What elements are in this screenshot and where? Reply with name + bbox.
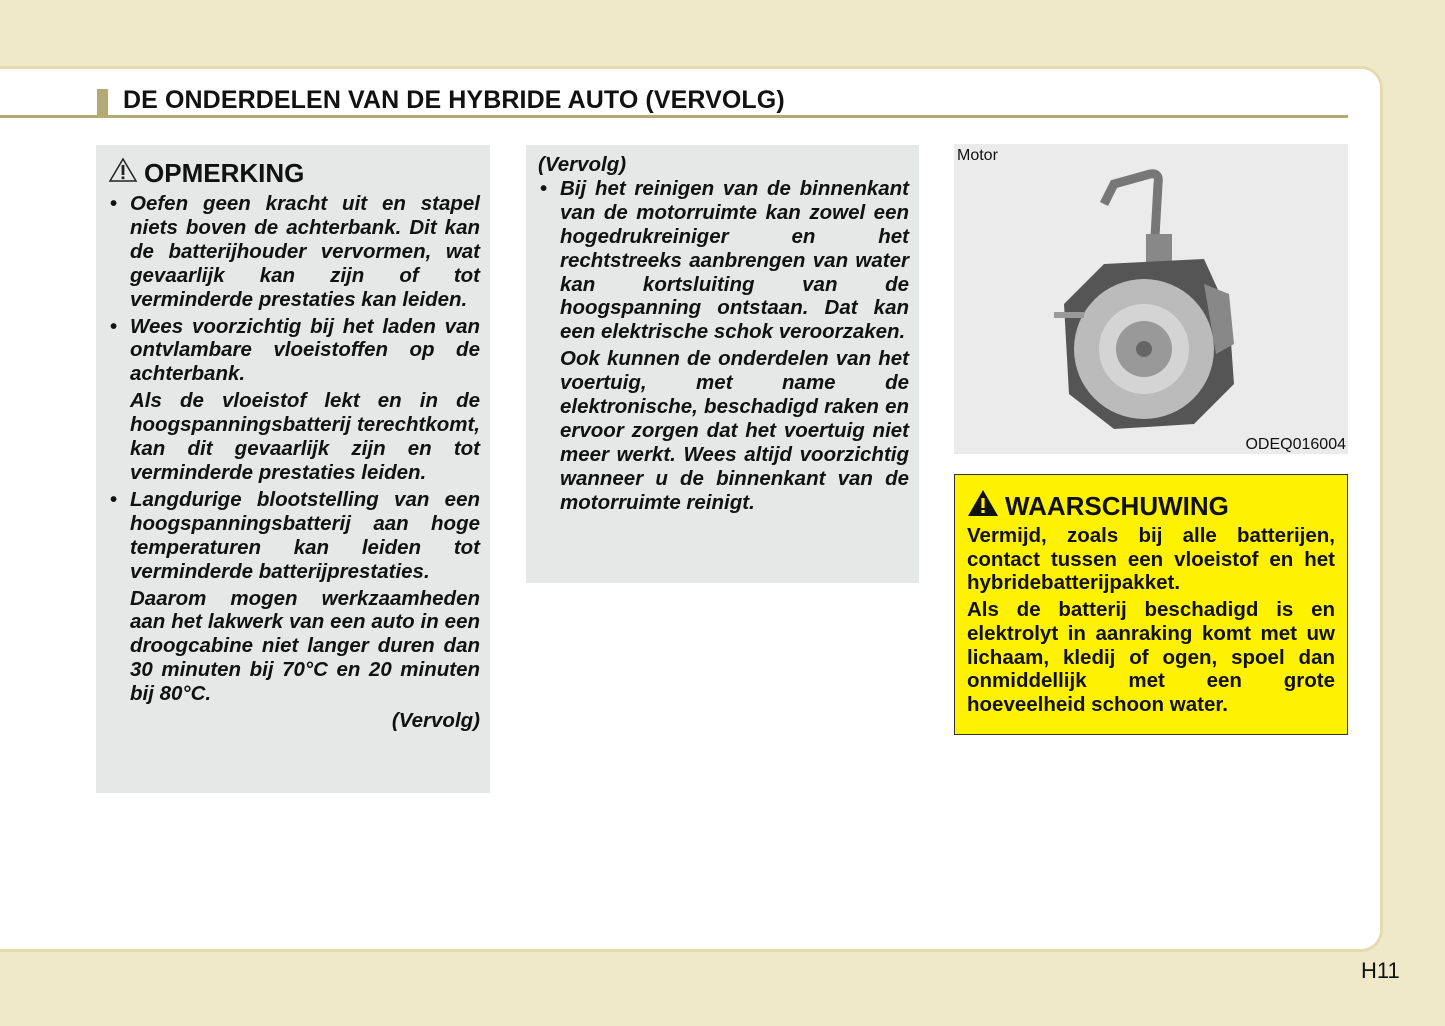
page-title: DE ONDERDELEN VAN DE HYBRIDE AUTO (VERVOLG) (123, 86, 785, 114)
note-box (96, 145, 490, 793)
figure-caption: Motor (957, 147, 998, 164)
warning-paragraph: Vermijd, zoals bij alle batterijen, contact tussen een vloeistof en het hybridebatterijpakket. (967, 524, 1335, 595)
note-bullet: • Langdurige blootstelling van een hoogspanningsbatterij aan hoge temperaturen kan leiden tot verminderde batterijprestaties. (108, 488, 480, 584)
figure-code: ODEQ016004 (1245, 436, 1346, 453)
continued-label: (Vervolg) (391, 709, 480, 733)
continuation-label: (Vervolg) (538, 153, 627, 176)
warning-triangle-outline-icon (108, 157, 138, 190)
note-heading-text: OPMERKING (144, 158, 305, 188)
title-accent-bar (97, 89, 108, 117)
note-paragraph: Als de vloeistof lekt en in de hoogspanningsbatterij terechtkomt, kan dit gevaarlijk zijn en tot verminderde prestaties leiden. (130, 389, 480, 484)
continuation-bullet: • Bij het reinigen van de binnenkant van de motorruimte kan zowel een hogedrukreiniger en het rechtstreeks aanbrengen van water kan kortsluiting van de hoogspanning ontstaan. Dat kan een elektrische schok veroorzaken. (538, 177, 909, 344)
note-bullet: • Wees voorzichtig bij het laden van ontvlambare vloeistoffen op de achterbank. (108, 315, 480, 387)
note-bullet: • Oefen geen kracht uit en stapel niets boven de achterbank. Dit kan de batterijhouder vervormen, wat gevaarlijk kan zijn of tot verminderde prestaties kan leiden. (108, 192, 480, 312)
warning-paragraph: Als de batterij beschadigd is en elektrolyt in aanraking komt met uw lichaam, kledij of ogen, spoel dan onmiddellijk met een grote hoeveelheid schoon water. (967, 598, 1335, 716)
page-number: H11 (1361, 958, 1400, 983)
continuation-paragraph: Ook kunnen de onderdelen van het voertuig, met name de elektronische, beschadigd raken en ervoor zorgen dat het voertuig niet meer werkt. Wees altijd voorzichtig wanneer u de binnenkant van de motorruimte reinigt. (560, 347, 909, 514)
warning-heading-text: WAARSCHUWING (1005, 491, 1229, 521)
warning-heading (967, 489, 1335, 524)
warning-box (954, 474, 1348, 735)
continuation-box (526, 145, 919, 583)
motor-illustration (954, 144, 1348, 454)
title-divider (0, 115, 1348, 118)
note-heading (108, 157, 480, 190)
motor-figure (954, 144, 1348, 454)
note-paragraph: Daarom mogen werkzaamheden aan het lakwerk van een auto in een droogcabine niet langer duren dan 30 minuten bij 70°C en 20 minuten bij 80°C. (130, 586, 480, 706)
warning-triangle-filled-icon (967, 489, 999, 524)
